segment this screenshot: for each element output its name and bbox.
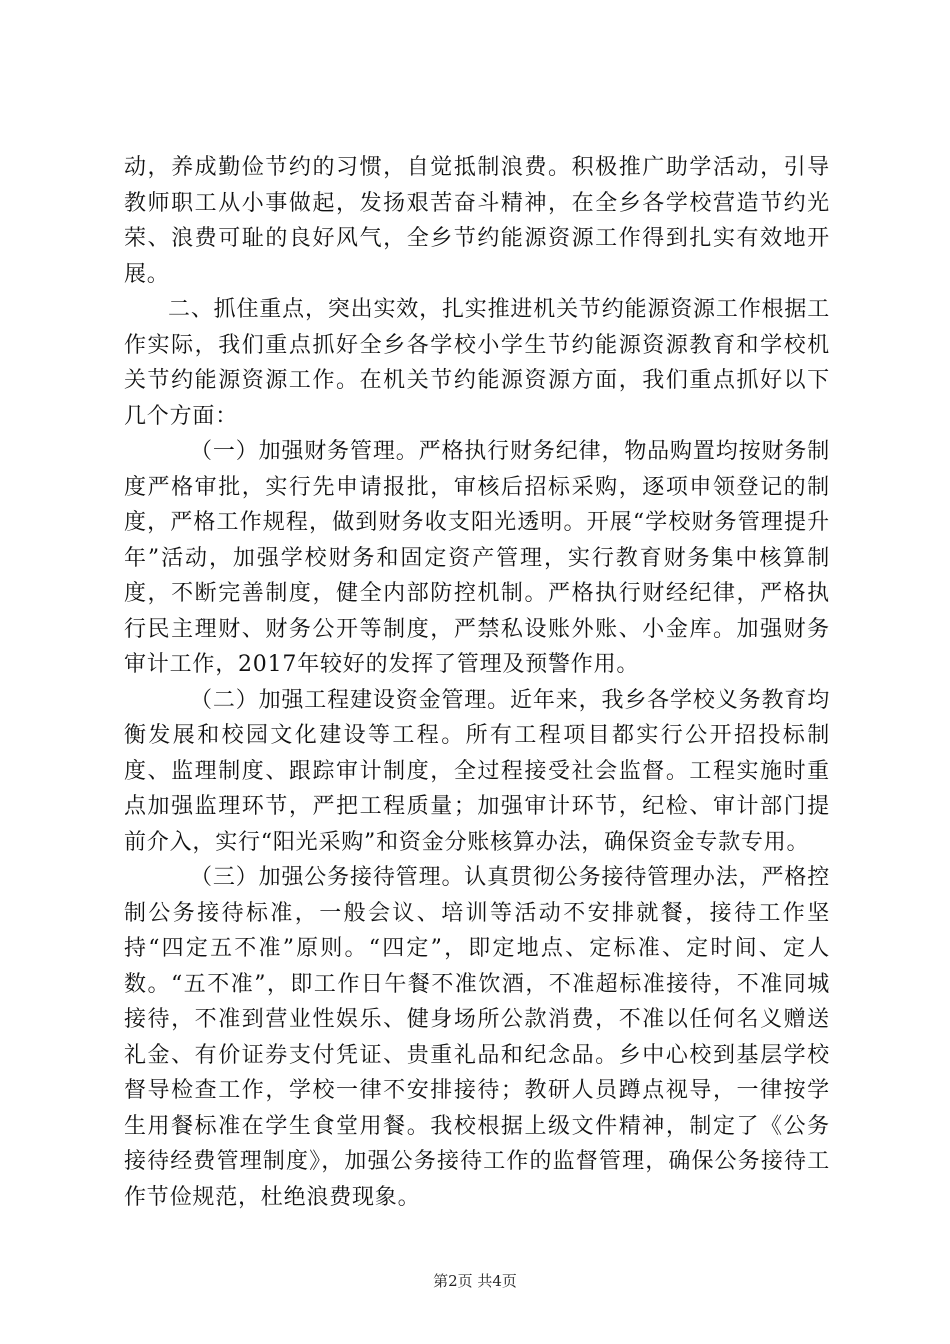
document-body — [124, 150, 830, 1215]
paragraph-continuation: 动，养成勤俭节约的习惯，自觉抵制浪费。积极推广助学活动，引导教师职工从小事做起，发扬艰苦奋斗精神，在全乡各学校营造节约光荣、浪费可耻的良好风气，全乡节约能源资源工作得到扎实有效地开展。 — [124, 155, 830, 287]
paragraph-section-two: 二、抓住重点，突出实效，扎实推进机关节约能源资源工作根据工作实际，我们重点抓好全乡各学校小学生节约能源资源教育和学校机关节约能源资源工作。在机关节约能源资源方面，我们重点抓好以下几个方面： — [124, 297, 830, 429]
paragraph-official-reception: （三）加强公务接待管理。认真贯彻公务接待管理办法，严格控制公务接待标准，一般会议、培训等活动不安排就餐，接待工作坚持“四定五不准”原则。“四定”，即定地点、定标准、定时间、定人数。“五不准”，即工作日午餐不准饮酒，不准超标准接待，不准同城接待，不准到营业性娱乐、健身场所公款消费，不准以任何名义赠送礼金、有价证券支付凭证、贵重礼品和纪念品。乡中心校到基层学校督导检查工作，学校一律不安排接待；教研人员蹲点视导，一律按学生用餐标准在学生食堂用餐。我校根据上级文件精神，制定了《公务接待经费管理制度》，加强公务接待工作的监督管理，确保公务接待工作节俭规范，杜绝浪费现象。 — [124, 865, 830, 1210]
page-number-footer: 第2页 共4页 — [433, 1272, 517, 1290]
paragraph-finance-management: （一）加强财务管理。严格执行财务纪律，物品购置均按财务制度严格审批，实行先申请报批，审核后招标采购，逐项申领登记的制度，严格工作规程，做到财务收支阳光透明。开展“学校财务管理提升年”活动，加强学校财务和固定资产管理，实行教育财务集中核算制度，不断完善制度，健全内部防控机制。严格执行财经纪律，严格执行民主理财、财务公开等制度，严禁私设账外账、小金库。加强财务审计工作，2017年较好的发挥了管理及预警作用。 — [124, 439, 830, 677]
paragraph-construction-funds: （二）加强工程建设资金管理。近年来，我乡各学校义务教育均衡发展和校园文化建设等工程。所有工程项目都实行公开招投标制度、监理制度、跟踪审计制度，全过程接受社会监督。工程实施时重点加强监理环节，严把工程质量；加强审计环节，纪检、审计部门提前介入，实行“阳光采购”和资金分账核算办法，确保资金专款专用。 — [124, 687, 830, 855]
